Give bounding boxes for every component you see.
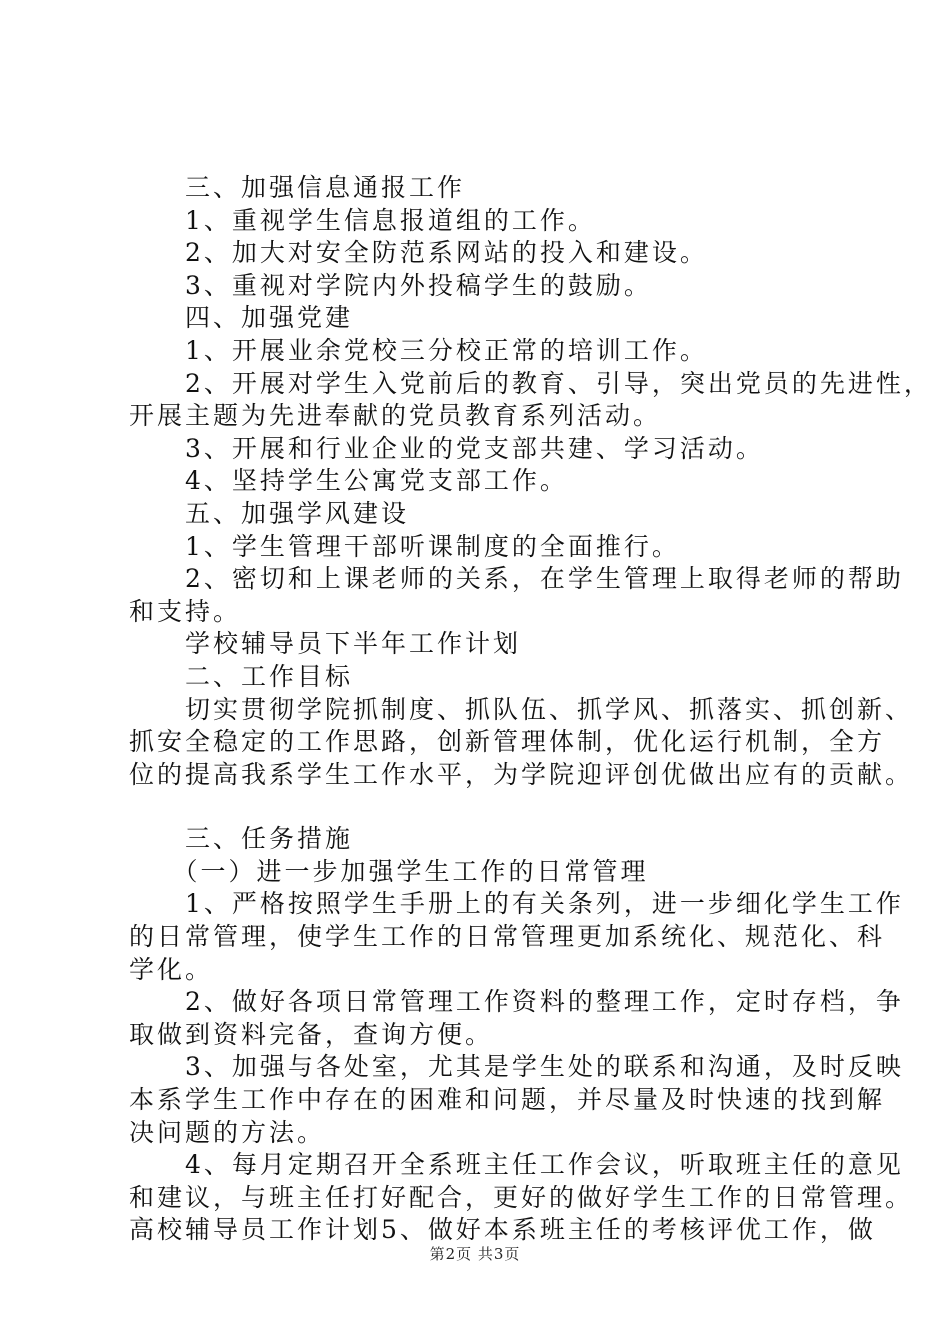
paragraph-line: 高校辅导员工作计划5、做好本系班主任的考核评优工作，做: [129, 1215, 876, 1245]
paragraph-line: 1、严格按照学生手册上的有关条列，进一步细化学生工作: [129, 889, 904, 919]
section-heading-party-building: 四、加强党建: [129, 303, 354, 333]
section-heading-info-reporting: 三、加强信息通报工作: [129, 173, 466, 202]
paragraph-line: 1、重视学生信息报道组的工作。: [129, 205, 596, 235]
paragraph-line: 2、加大对安全防范系网站的投入和建设。: [129, 238, 708, 268]
document-body: [129, 172, 932, 1247]
paragraph-line: 的日常管理，使学生工作的日常管理更加系统化、规范化、科: [129, 922, 886, 952]
paragraph-line: 3、重视对学院内外投稿学生的鼓励。: [129, 270, 652, 300]
document-subtitle: 学校辅导员下半年工作计划: [129, 629, 522, 659]
paragraph-line: 1、学生管理干部听课制度的全面推行。: [129, 531, 680, 561]
paragraph-line: 开展主题为先进奉献的党员教育系列活动。: [129, 401, 662, 431]
paragraph-line: 学化。: [129, 954, 214, 984]
paragraph-line: 1、开展业余党校三分校正常的培训工作。: [129, 335, 708, 365]
paragraph-line: 抓安全稳定的工作思路，创新管理体制，优化运行机制，全方: [129, 727, 886, 757]
paragraph-line: 4、每月定期召开全系班主任工作会议，听取班主任的意见: [129, 1150, 904, 1180]
paragraph-line: 3、开展和行业企业的党支部共建、学习活动。: [129, 433, 764, 463]
paragraph-line: 本系学生工作中存在的困难和问题，并尽量及时快速的找到解: [129, 1085, 886, 1115]
paragraph-line: 决问题的方法。: [129, 1117, 326, 1147]
page-number-footer: 第2页 共3页: [429, 1245, 521, 1263]
paragraph-line: 2、密切和上课老师的关系，在学生管理上取得老师的帮助: [129, 564, 904, 594]
section-heading-goals: 二、工作目标: [129, 661, 354, 691]
paragraph-line: 2、做好各项日常管理工作资料的整理工作，定时存档，争: [129, 987, 904, 1017]
paragraph-line: 3、加强与各处室，尤其是学生处的联系和沟通，及时反映: [129, 1052, 904, 1082]
blank-line: [129, 791, 859, 823]
paragraph-line: 2、开展对学生入党前后的教育、引导，突出党员的先进性，: [129, 368, 932, 398]
paragraph-line: 和建议，与班主任打好配合，更好的做好学生工作的日常管理。: [129, 1182, 914, 1212]
paragraph-line: 和支持。: [129, 596, 242, 626]
paragraph-line: 4、坚持学生公寓党支部工作。: [129, 466, 568, 496]
section-heading-measures: 三、任务措施: [129, 824, 354, 854]
paragraph-line: 位的提高我系学生工作水平，为学院迎评创优做出应有的贡献。: [129, 759, 914, 789]
section-heading-study-style: 五、加强学风建设: [129, 498, 410, 528]
paragraph-line: 取做到资料完备，查询方便。: [129, 1019, 494, 1049]
paragraph-line: 切实贯彻学院抓制度、抓队伍、抓学风、抓落实、抓创新、: [129, 694, 914, 724]
subsection-heading: （一）进一步加强学生工作的日常管理: [129, 856, 649, 886]
